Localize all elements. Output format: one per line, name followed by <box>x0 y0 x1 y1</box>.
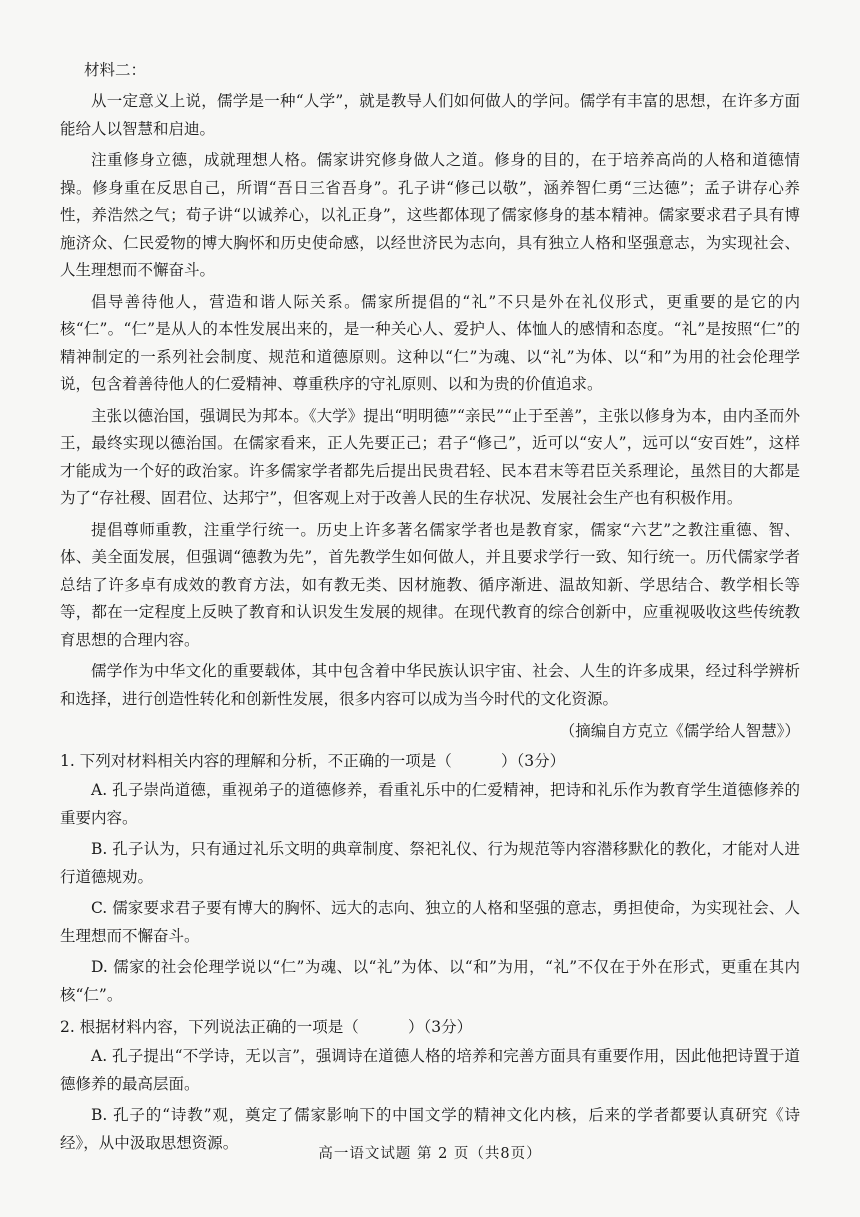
paragraph-self-cultivation: 注重修身立德，成就理想人格。儒家讲究修身做人之道。修身的目的，在于培养高尚的人格和道德情操。修身重在反思自己，所谓“吾日三省吾身”。孔子讲“修己以敬”，涵养智仁勇“三达德”；孟子讲存心养性，养浩然之气；荀子讲“以诚养心，以礼正身”，这些都体现了儒家修身的基本精神。儒家要求君子具有博施济众、仁民爱物的博大胸怀和历史使命感，以经世济民为志向，具有独立人格和坚强意志，为实现社会、人生理想而不懈奋斗。 <box>60 151 800 279</box>
paragraph-intro: 从一定意义上说，儒学是一种“人学”，就是教导人们如何做人的学问。儒学有丰富的思想，在许多方面能给人以智慧和启迪。 <box>60 92 800 138</box>
question-2-option-a: A. 孔子提出“不学诗，无以言”，强调诗在道德人格的培养和完善方面具有重要作用，因此他把诗置于道德修养的最高层面。 <box>60 1047 800 1093</box>
question-1-option-b: B. 孔子认为，只有通过礼乐文明的典章制度、祭祀礼仪、行为规范等内容潜移默化的教化，才能对人进行道德规劝。 <box>60 840 800 886</box>
page-footer: 高一语文试题 第 2 页（共8页） <box>318 1146 542 1162</box>
paragraph-treat-others: 倡导善待他人，营造和谐人际关系。儒家所提倡的“礼”不只是外在礼仪形式，更重要的是它的内核“仁”。“仁”是从人的本性发展出来的，是一种关心人、爱护人、体恤人的感情和态度。“礼”是按照“仁”的精神制定的一系列社会制度、规范和道德原则。这种以“仁”为魂、以“礼”为体、以“和”为用的社会伦理学说，包含着善待他人的仁爱精神、尊重秩序的守礼原则、以和为贵的价值追求。 <box>60 292 800 393</box>
question-2-option-b: B. 孔子的“诗教”观，奠定了儒家影响下的中国文学的精神文化内核，后来的学者都要认真研究《诗经》，从中汲取思想资源。 <box>60 1106 800 1152</box>
question-1-option-d: D. 儒家的社会伦理学说以“仁”为魂、以“礼”为体、以“和”为用，“礼”不仅在于外在形式，更重在其内核“仁”。 <box>60 958 800 1004</box>
paragraph-rule-by-virtue: 主张以德治国，强调民为邦本。《大学》提出“明明德”“亲民”“止于至善”，主张以修身为本，由内圣而外王，最终实现以德治国。在儒家看来，正人先要正己；君子“修己”，近可以“安人”，远可以“安百姓”，这样才能成为一个好的政治家。许多儒家学者都先后提出民贵君轻、民本君末等君臣关系理论，虽然目的大都是为了“存社稷、固君位、达邦宁”，但客观上对于改善人民的生存状况、发展社会生产也有积极作用。 <box>60 406 800 507</box>
section-label: 材料二： <box>84 61 147 79</box>
question-2-stem: 2. 根据材料内容，下列说法正确的一项是（ ）（3分） <box>60 1018 473 1036</box>
question-1-option-a: A. 孔子崇尚道德，重视弟子的道德修养，看重礼乐中的仁爱精神，把诗和礼乐作为教育学生道德修养的重要内容。 <box>60 781 800 827</box>
question-1-option-c: C. 儒家要求君子要有博大的胸怀、远大的志向、独立的人格和坚强的意志，勇担使命，为实现社会、人生理想而不懈奋斗。 <box>60 899 800 945</box>
source-citation: （摘编自方克立《儒学给人智慧》） <box>559 722 800 740</box>
question-1-stem: 1. 下列对材料相关内容的理解和分析，不正确的一项是（ ）（3分） <box>60 752 566 770</box>
paragraph-education: 提倡尊师重教，注重学行统一。历史上许多著名儒家学者也是教育家，儒家“六艺”之教注重德、智、体、美全面发展，但强调“德教为先”，首先教学生如何做人，并且要求学行一致、知行统一。历代儒家学者总结了许多卓有成效的教育方法，如有教无类、因材施教、循序渐进、温故知新、学思结合、教学相长等等，都在一定程度上反映了教育和认识发生发展的规律。在现代教育的综合创新中，应重视吸收这些传统教育思想的合理内容。 <box>60 520 800 649</box>
paragraph-conclusion: 儒学作为中华文化的重要载体，其中包含着中华民族认识宇宙、社会、人生的许多成果，经过科学辨析和选择，进行创造性转化和创新性发展，很多内容可以成为当今时代的文化资源。 <box>60 662 800 708</box>
